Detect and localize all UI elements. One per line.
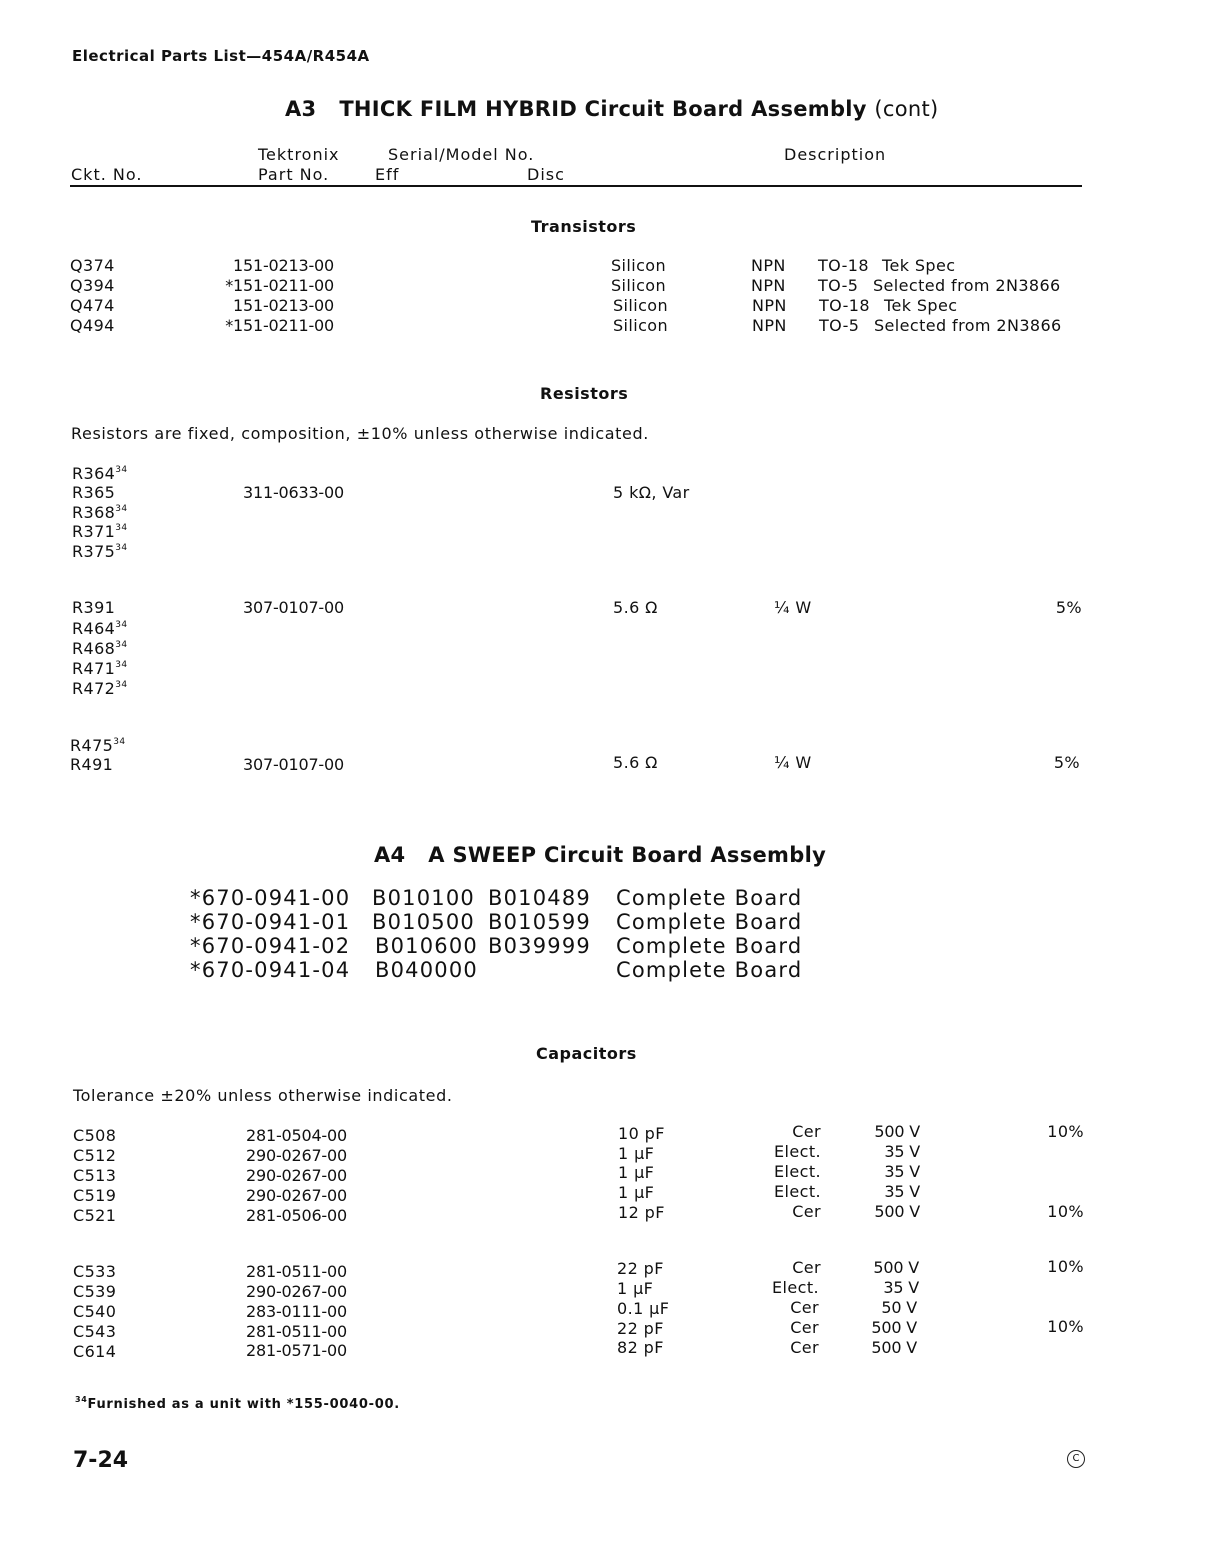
ckt-no: C540 <box>73 1302 117 1321</box>
ckt-no <box>72 503 128 522</box>
section-title-a3-main: THICK FILM HYBRID Circuit Board Assembly <box>339 97 867 121</box>
tolerance: 10% <box>1047 1122 1084 1141</box>
power: ¼ W <box>774 598 812 617</box>
part-no: *151-0211-00 <box>225 316 334 335</box>
transistors-heading: Transistors <box>531 217 637 236</box>
a4-part-no: *670-0941-01 <box>190 910 351 934</box>
type: NPN <box>752 316 787 335</box>
value: 1 μF <box>618 1183 655 1202</box>
footnote <box>75 1397 400 1412</box>
resistors-note: Resistors are fixed, composition, ±10% unless otherwise indicated. <box>71 424 649 443</box>
part-no: 290-0267-00 <box>246 1186 347 1205</box>
package: TO-18 <box>818 256 869 275</box>
value: 22 pF <box>617 1319 664 1338</box>
footnote-ref: 34 <box>115 680 128 690</box>
value: 82 pF <box>617 1338 664 1357</box>
value: 1 μF <box>618 1144 655 1163</box>
a4-description: Complete Board <box>616 886 803 910</box>
section-title-a3 <box>285 97 939 121</box>
package: TO-18 <box>819 296 870 315</box>
ckt-no <box>72 464 128 483</box>
part-no: 281-0571-00 <box>246 1341 347 1360</box>
dielectric: Elect. <box>772 1278 819 1297</box>
ckt-no: C508 <box>73 1126 117 1145</box>
section-title-a4: A4 A SWEEP Circuit Board Assembly <box>374 843 827 867</box>
ckt-no <box>72 639 128 658</box>
dielectric: Cer <box>790 1318 819 1337</box>
footnote-ref: 34 <box>115 543 128 553</box>
ckt-no: Q374 <box>70 256 115 275</box>
power: ¼ W <box>774 753 812 772</box>
part-no: *151-0211-00 <box>225 276 334 295</box>
a4-description: Complete Board <box>616 958 803 982</box>
a4-part-no: *670-0941-04 <box>190 958 351 982</box>
footnote-ref: 34 <box>115 640 128 650</box>
part-no: 151-0213-00 <box>233 296 334 315</box>
value: 12 pF <box>618 1203 665 1222</box>
section-title-a3-prefix: A3 <box>285 97 317 121</box>
ckt-no: C513 <box>73 1166 117 1185</box>
ckt-no <box>72 659 128 678</box>
value: 22 pF <box>617 1259 664 1278</box>
ckt-label: R472 <box>72 679 116 698</box>
a4-description: Complete Board <box>616 934 803 958</box>
part-no: 290-0267-00 <box>246 1146 347 1165</box>
ckt-no <box>72 679 128 698</box>
resistors-heading: Resistors <box>540 384 629 403</box>
col-header-tektronix: Tektronix <box>258 145 340 164</box>
ckt-no: R365 <box>72 483 116 502</box>
part-no: 311-0633-00 <box>243 483 344 502</box>
footnote-ref: 34 <box>115 465 128 475</box>
type: NPN <box>751 256 786 275</box>
tolerance: 5% <box>1053 753 1080 772</box>
header-rule <box>70 185 1082 187</box>
value: 1 μF <box>617 1279 654 1298</box>
col-header-part-no: Part No. <box>258 165 330 184</box>
ckt-label: R464 <box>72 619 116 638</box>
page-number: 7-24 <box>73 1448 129 1473</box>
col-header-ckt-no: Ckt. No. <box>71 165 143 184</box>
ckt-no: C519 <box>73 1186 117 1205</box>
ckt-label: R371 <box>72 522 116 541</box>
footnote-ref: 34 <box>113 737 126 747</box>
footnote-ref: 34 <box>115 620 128 630</box>
ckt-label: R368 <box>72 503 116 522</box>
copyright-icon: C <box>1067 1450 1085 1468</box>
voltage: 50 V <box>881 1298 917 1317</box>
part-no: 151-0213-00 <box>233 256 334 275</box>
ckt-label: R375 <box>72 542 116 561</box>
voltage: 500 V <box>874 1202 920 1221</box>
type: NPN <box>752 296 787 315</box>
value: 1 μF <box>618 1163 655 1182</box>
value: 0.1 μF <box>617 1299 670 1318</box>
footnote-marker: 34 <box>75 1395 88 1404</box>
material: Silicon <box>613 296 669 315</box>
tolerance: 5% <box>1055 598 1082 617</box>
dielectric: Elect. <box>774 1162 821 1181</box>
ckt-no: R391 <box>72 598 116 617</box>
part-no: 281-0511-00 <box>246 1262 347 1281</box>
ckt-no: C543 <box>73 1322 117 1341</box>
voltage: 500 V <box>874 1122 920 1141</box>
material: Silicon <box>611 256 667 275</box>
part-no: 307-0107-00 <box>243 755 344 774</box>
ckt-label: R468 <box>72 639 116 658</box>
ckt-no: Q474 <box>70 296 115 315</box>
a4-eff: B010100 <box>372 886 475 910</box>
value: 5.6 Ω <box>613 598 658 617</box>
part-no: 281-0511-00 <box>246 1322 347 1341</box>
part-no: 290-0267-00 <box>246 1166 347 1185</box>
part-no: 281-0506-00 <box>246 1206 347 1225</box>
dielectric: Elect. <box>774 1142 821 1161</box>
voltage: 500 V <box>871 1318 917 1337</box>
value: 5 kΩ, Var <box>613 483 690 502</box>
spec: Tek Spec <box>884 296 958 315</box>
ckt-no <box>70 736 126 755</box>
dielectric: Cer <box>792 1202 821 1221</box>
dielectric: Cer <box>792 1258 821 1277</box>
ckt-no: C512 <box>73 1146 117 1165</box>
ckt-no <box>72 619 128 638</box>
voltage: 35 V <box>884 1142 920 1161</box>
ckt-no: C539 <box>73 1282 117 1301</box>
footnote-ref: 34 <box>115 523 128 533</box>
section-title-a3-suffix: (cont) <box>874 97 939 121</box>
capacitors-heading: Capacitors <box>536 1044 637 1063</box>
ckt-no: C521 <box>73 1206 117 1225</box>
a4-eff: B010600 <box>375 934 478 958</box>
voltage: 500 V <box>871 1338 917 1357</box>
material: Silicon <box>611 276 667 295</box>
voltage: 500 V <box>873 1258 919 1277</box>
part-no: 290-0267-00 <box>246 1282 347 1301</box>
a4-description: Complete Board <box>616 910 803 934</box>
dielectric: Cer <box>790 1298 819 1317</box>
type: NPN <box>751 276 786 295</box>
a4-eff: B040000 <box>375 958 478 982</box>
ckt-no: R491 <box>70 755 114 774</box>
ckt-no: Q394 <box>70 276 115 295</box>
tolerance: 10% <box>1047 1202 1084 1221</box>
part-no: 283-0111-00 <box>246 1302 347 1321</box>
footnote-text: Furnished as a unit with *155-0040-00. <box>87 1397 400 1412</box>
a4-disc: B010489 <box>488 886 591 910</box>
ckt-no <box>72 522 128 541</box>
ckt-no <box>72 542 128 561</box>
voltage: 35 V <box>884 1162 920 1181</box>
col-header-disc: Disc <box>527 165 565 184</box>
running-head: Electrical Parts List—454A/R454A <box>72 47 370 65</box>
a4-eff: B010500 <box>372 910 475 934</box>
value: 10 pF <box>618 1124 665 1143</box>
ckt-no: Q494 <box>70 316 115 335</box>
package: TO-5 <box>818 276 859 295</box>
ckt-label: R471 <box>72 659 116 678</box>
spec: Selected from 2N3866 <box>873 276 1061 295</box>
a4-disc: B010599 <box>488 910 591 934</box>
tolerance: 10% <box>1047 1257 1084 1276</box>
ckt-label: R364 <box>72 464 116 483</box>
voltage: 35 V <box>884 1182 920 1201</box>
part-no: 281-0504-00 <box>246 1126 347 1145</box>
dielectric: Cer <box>790 1338 819 1357</box>
capacitors-note: Tolerance ±20% unless otherwise indicated. <box>73 1086 453 1105</box>
ckt-no: C614 <box>73 1342 117 1361</box>
col-header-description: Description <box>784 145 887 164</box>
package: TO-5 <box>819 316 860 335</box>
a4-part-no: *670-0941-00 <box>190 886 351 910</box>
spec: Selected from 2N3866 <box>874 316 1062 335</box>
ckt-no: C533 <box>73 1262 117 1281</box>
footnote-ref: 34 <box>115 504 128 514</box>
ckt-label: R475 <box>70 736 114 755</box>
material: Silicon <box>613 316 669 335</box>
value: 5.6 Ω <box>613 753 658 772</box>
dielectric: Elect. <box>774 1182 821 1201</box>
tolerance: 10% <box>1047 1317 1084 1336</box>
footnote-ref: 34 <box>115 660 128 670</box>
a4-disc: B039999 <box>488 934 591 958</box>
voltage: 35 V <box>883 1278 919 1297</box>
col-header-eff: Eff <box>375 165 400 184</box>
col-header-serial-model: Serial/Model No. <box>388 145 535 164</box>
spec: Tek Spec <box>882 256 956 275</box>
dielectric: Cer <box>792 1122 821 1141</box>
part-no: 307-0107-00 <box>243 598 344 617</box>
a4-part-no: *670-0941-02 <box>190 934 351 958</box>
